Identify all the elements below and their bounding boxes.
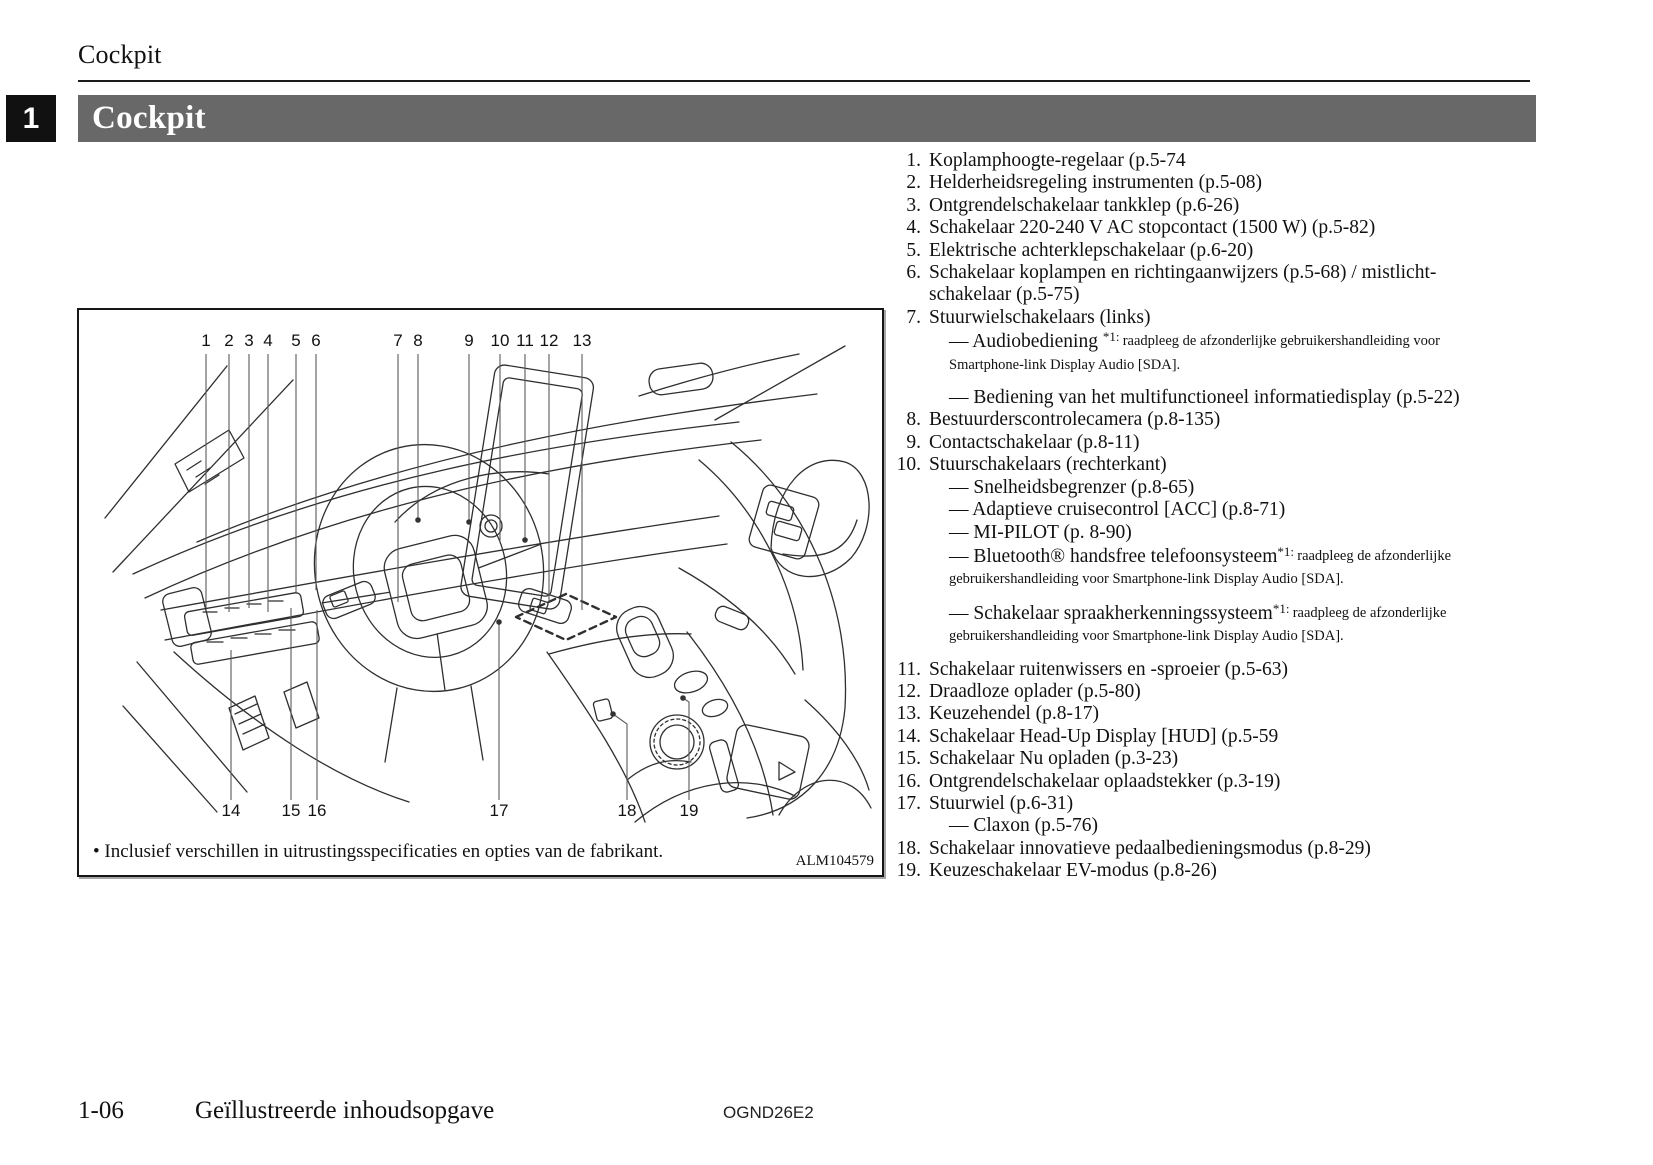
legend-item-text: Ontgrendelschakelaar oplaadstekker (p.3-19) bbox=[929, 770, 1281, 792]
footnote-text: raadpleeg de afzonderlijke gebruikershandleiding voor Smartphone-link Display Audio [SDA]. bbox=[949, 333, 1440, 373]
callout-number: 19 bbox=[679, 801, 699, 820]
legend-item-text: Schakelaar ruitenwissers en -sproeier (p.5-63) bbox=[929, 658, 1288, 680]
legend-item-text: Schakelaar Head-Up Display [HUD] (p.5-59 bbox=[929, 725, 1279, 747]
legend-item-text: Draadloze oplader (p.5-80) bbox=[929, 680, 1141, 702]
footnote-marker: *1: bbox=[1102, 329, 1123, 345]
callout-number: 10 bbox=[490, 331, 510, 350]
legend-subitem: — MI-PILOT (p. 8-90) bbox=[949, 521, 1132, 543]
legend-item-text: Contactschakelaar (p.8-11) bbox=[929, 431, 1140, 453]
callout-dot bbox=[466, 519, 472, 525]
legend-subitem: — Adaptieve cruisecontrol [ACC] (p.8-71) bbox=[949, 499, 1286, 521]
legend-item bbox=[884, 659, 1474, 681]
chapter-tab bbox=[6, 95, 56, 142]
legend-item-number: 16. bbox=[896, 770, 921, 792]
legend-item-number: 10. bbox=[896, 454, 921, 476]
callout-number: 18 bbox=[617, 801, 637, 820]
legend-item-number: 1. bbox=[906, 150, 921, 171]
legend-item-text: Schakelaar 220-240 V AC stopcontact (1500 W) (p.5-82) bbox=[929, 217, 1376, 239]
legend-subitem: — Schakelaar spraakherkenningssysteem$^{*1:}$ raadpleeg de afzonderlijke gebruikershandleiding voor Smartphone-link Display Audio [SDA]. bbox=[949, 600, 1447, 645]
legend-item-text: Schakelaar koplampen en richtingaanwijzers (p.5-68) / mistlicht- schakelaar (p.5-75) bbox=[929, 262, 1437, 306]
footer-page-number: 1-06 bbox=[78, 1097, 124, 1124]
legend-item bbox=[884, 217, 1474, 239]
legend-item-number: 15. bbox=[896, 748, 921, 770]
legend-item-number: 9. bbox=[906, 431, 921, 453]
callout-dot bbox=[610, 711, 616, 717]
legend-item-number: 3. bbox=[906, 194, 921, 216]
footnote-marker: *1: bbox=[1277, 543, 1298, 559]
legend-item-number: 13. bbox=[896, 703, 921, 725]
legend-item-number: 8. bbox=[906, 409, 921, 431]
legend-subitem: — Bediening van het multifunctioneel informatiedisplay (p.5-22) bbox=[949, 387, 1460, 409]
callout-number: 11 bbox=[516, 331, 534, 350]
figure-caption: • Inclusief verschillen in uitrustingsspecificaties en opties van de fabrikant. bbox=[93, 841, 664, 862]
footnote-text: raadpleeg de afzonderlijke gebruikershandleiding voor Smartphone-link Display Audio [SDA]. bbox=[949, 547, 1452, 588]
callout-number: 6 bbox=[311, 331, 321, 350]
callout-number: 15 bbox=[281, 801, 301, 820]
legend-item bbox=[884, 195, 1474, 217]
legend-item bbox=[884, 150, 1474, 172]
legend-item-text: Stuurschakelaars (rechterkant) — Snelheidsbegrenzer (p.8-65) — Adaptieve cruisecontrol [ACC] (p.8-71) — MI-PILOT (p. 8-90) — Bluetooth® handsfree telefoonsysteem$^{*1:}$ raadpleeg de afzonderlijke gebruikershandleiding voor Smartphone-link Display Audio [SDA]. — Schakelaar spraakherkenningssysteem$^{*1:}$ raadpleeg de afzonderlijke gebruikershandleiding voor Smartphone-link Display Audio [SDA]. bbox=[929, 454, 1469, 658]
legend-item bbox=[884, 409, 1474, 431]
callout-number: 5 bbox=[291, 331, 301, 350]
legend-item-number: 11. bbox=[897, 658, 921, 680]
legend-item-number: 19. bbox=[896, 860, 921, 882]
legend-item bbox=[884, 172, 1474, 194]
footnote-text: raadpleeg de afzonderlijke gebruikershandleiding voor Smartphone-link Display Audio [SDA]. bbox=[949, 604, 1447, 645]
legend-item bbox=[884, 860, 1474, 882]
legend-list bbox=[884, 150, 1474, 883]
legend-item-number: 7. bbox=[906, 306, 921, 328]
legend-item bbox=[884, 454, 1474, 658]
legend-item bbox=[884, 703, 1474, 725]
legend-item-text: Schakelaar Nu opladen (p.3-23) bbox=[929, 748, 1179, 770]
footer-doc-code: OGND26E2 bbox=[723, 1103, 814, 1122]
callout-dot bbox=[496, 619, 502, 625]
legend-item bbox=[884, 307, 1474, 410]
callout-number: 2 bbox=[224, 331, 234, 350]
figure-callouts bbox=[201, 331, 698, 820]
dashboard-illustration bbox=[79, 310, 878, 825]
section-banner bbox=[78, 95, 1536, 142]
legend-item-number: 18. bbox=[896, 837, 921, 859]
callout-number: 16 bbox=[307, 801, 327, 820]
callout-number: 3 bbox=[244, 331, 254, 350]
callout-number: 9 bbox=[464, 331, 474, 350]
legend-item bbox=[884, 838, 1474, 860]
legend-item-text: Elektrische achterklepschakelaar (p.6-20) bbox=[929, 239, 1254, 261]
callout-number: 8 bbox=[413, 331, 423, 350]
legend-item-number: 6. bbox=[906, 262, 921, 284]
callout-number: 14 bbox=[221, 801, 241, 820]
legend-item-number: 12. bbox=[896, 680, 921, 702]
legend-item bbox=[884, 726, 1474, 748]
legend-item-text: Ontgrendelschakelaar tankklep (p.6-26) bbox=[929, 194, 1240, 216]
callout-leader-line bbox=[683, 698, 689, 800]
legend-item-text: Schakelaar innovatieve pedaalbedieningsmodus (p.8-29) bbox=[929, 837, 1371, 859]
legend-item-number: 2. bbox=[906, 172, 921, 194]
callout-dot bbox=[522, 537, 528, 543]
legend-item bbox=[884, 681, 1474, 703]
dashboard-line-art bbox=[105, 346, 871, 822]
legend-item bbox=[884, 240, 1474, 262]
legend-item-text: Stuurwiel (p.6-31) — Claxon (p.5-76) bbox=[929, 793, 1469, 838]
legend-subitem: — Claxon (p.5-76) bbox=[949, 815, 1098, 837]
legend-item-text: Keuzehendel (p.8-17) bbox=[929, 703, 1100, 725]
running-header: Cockpit bbox=[78, 40, 162, 69]
cockpit-figure bbox=[77, 308, 884, 877]
legend-item-number: 14. bbox=[896, 725, 921, 747]
header-rule bbox=[78, 80, 1530, 82]
callout-dot bbox=[415, 517, 421, 523]
callout-number: 17 bbox=[489, 801, 509, 820]
callout-number: 4 bbox=[263, 331, 273, 350]
legend-item bbox=[884, 262, 1474, 307]
legend-subitem: — Bluetooth® handsfree telefoonsysteem$^{*1:}$ raadpleeg de afzonderlijke gebruikershandleiding voor Smartphone-link Display Audio [SDA]. bbox=[949, 543, 1452, 588]
legend-item bbox=[884, 748, 1474, 770]
chapter-number: 1 bbox=[22, 101, 40, 135]
callout-number: 1 bbox=[201, 331, 211, 350]
legend-subitem: — Snelheidsbegrenzer (p.8-65) bbox=[949, 476, 1195, 498]
legend-item-text: Koplamphoogte-regelaar (p.5-74 bbox=[929, 150, 1186, 171]
footer-section-title: Geïllustreerde inhoudsopgave bbox=[195, 1097, 495, 1124]
legend-item bbox=[884, 793, 1474, 838]
figure-image-code: ALM104579 bbox=[795, 853, 874, 869]
callout-number: 12 bbox=[539, 331, 559, 350]
callout-dot bbox=[680, 695, 686, 701]
legend-item bbox=[884, 771, 1474, 793]
legend-item-text: Stuurwielschakelaars (links) — Audiobediening $^{*1:}$ raadpleeg de afzonderlijke gebruikershandleiding voor Smartphone-link Display Audio [SDA]. — Bediening van het multifunctioneel informatiedisplay (p.5-22) bbox=[929, 307, 1469, 410]
legend-item-number: 17. bbox=[896, 792, 921, 814]
callout-number: 7 bbox=[393, 331, 403, 350]
legend-item-text: Bestuurderscontrolecamera (p.8-135) bbox=[929, 409, 1221, 431]
callout-number: 13 bbox=[572, 331, 592, 350]
section-title: Cockpit bbox=[92, 100, 206, 136]
legend-item-text: Keuzeschakelaar EV-modus (p.8-26) bbox=[929, 860, 1217, 882]
legend-item-number: 4. bbox=[906, 217, 921, 239]
footnote-marker: *1: bbox=[1272, 600, 1293, 616]
legend-subitem: — Audiobediening $^{*1:}$ raadpleeg de afzonderlijke gebruikershandleiding voor Smartphone-link Display Audio [SDA]. bbox=[949, 329, 1440, 373]
legend-item bbox=[884, 432, 1474, 454]
legend-item-number: 5. bbox=[906, 239, 921, 261]
legend-item-text: Helderheidsregeling instrumenten (p.5-08) bbox=[929, 172, 1263, 194]
